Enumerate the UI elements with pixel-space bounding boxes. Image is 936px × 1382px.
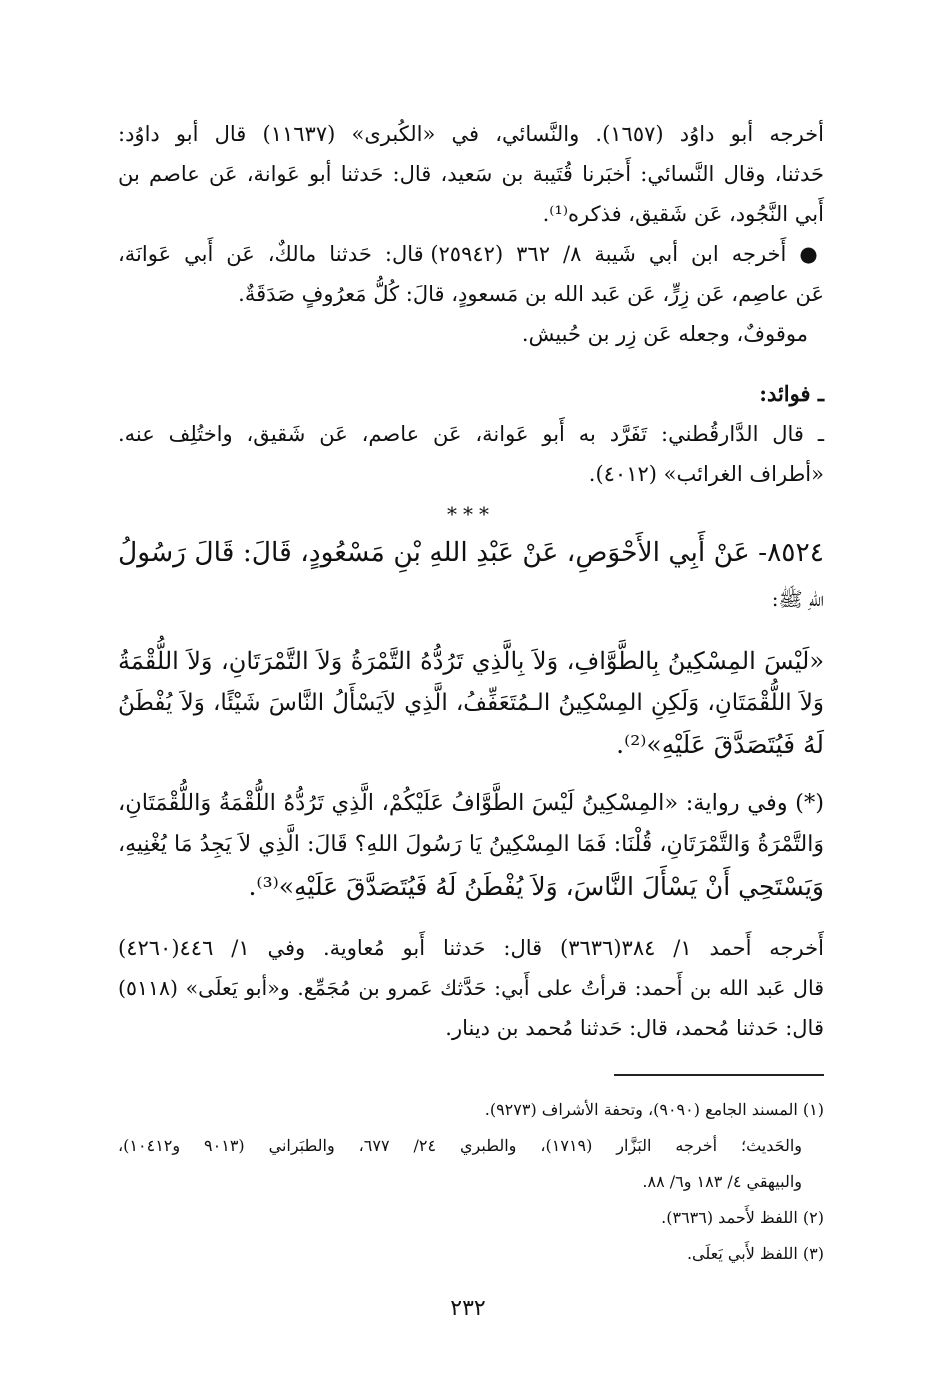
text-line: وَلاَ اللُّقْمَتَانِ، وَلَكِنِ المِسْكِينُ الـمُتَعَفِّفُ، الَّذِي لاَيَسْأَلُ النَّاسَ شَيْئًا، وَلاَ يُفْطَنُ — [118, 690, 824, 716]
footnote-divider — [614, 1074, 824, 1076]
footnote-line: (١) المسند الجامع (٩٠٩٠)، وتحفة الأشراف (٩٢٧٣). — [484, 1100, 824, 1119]
takhrij-paragraph-1 — [118, 114, 824, 354]
footnotes — [118, 1092, 824, 1272]
text-line: (*) وفي رواية: «المِسْكِينُ لَيْسَ الطَّوَّافُ عَلَيْكُمْ، الَّذِي تَرُدُّهُ اللُّقْمَةُ وَاللُّقْمَتَانِ، — [118, 790, 824, 816]
text-line: أخرجه أبو داوُد (١٦٥٧). والنَّسائي، في «الكُبرى» (١١٦٣٧) قال أبو داوُد: — [118, 122, 824, 146]
separator — [118, 494, 824, 534]
text-line: اللهِ ﷺ: — [771, 587, 824, 611]
text-line: أَبي النَّجُود، عَن شَقيق، فذكره⁽¹⁾. — [542, 202, 824, 226]
hadith-heading — [118, 530, 824, 622]
fawaid-heading: ـ فوائد: — [759, 381, 824, 406]
footnote-line: والبيهقي ٤/ ١٨٣ و٦/ ٨٨. — [642, 1172, 802, 1191]
text-line: عَن عاصِم، عَن زِرٍّ، عَن عَبد الله بن مَسعودٍ، قالَ: كُلُّ مَعرُوفٍ صَدَقَةٌ. — [238, 282, 824, 306]
text-line: «أطراف الغرائب» (٤٠١٢). — [588, 462, 824, 486]
text-line: قال عَبد الله بن أَحمد: قرأتُ على أَبي: حَدَّثك عَمرو بن مُجَمِّع. و«أبو يَعلَى» (٥١١٨) — [118, 976, 824, 1000]
fawaid-section — [118, 374, 824, 494]
text-line: أَخرجه أَحمد ١/ ٣٨٤(٣٦٣٦) قال: حَدثنا أَبو مُعاوية. وفي ١/ ٤٤٦(٤٢٦٠) — [118, 936, 824, 960]
text-line: حَدثنا، وقال النَّسائي: أَخبَرنا قُتَيبة بن سَعيد، قال: حَدثنا أبو عَوانة، عَن عاصم بن — [118, 162, 824, 186]
text-line: قال: حَدثنا مُحمد، قال: حَدثنا مُحمد بن دينار. — [445, 1016, 824, 1040]
riwaya-paragraph — [118, 782, 824, 908]
text-line: وَالتَّمْرَةُ وَالتَّمْرَتَانِ، قُلْنَا: فَمَا المِسْكِينُ يَا رَسُولَ اللهِ؟ قَالَ: الَّذِي لاَ يَجِدُ مَا يُغْنِيهِ، — [118, 832, 824, 857]
text-line: موقوفٌ، وجعله عَن زِر بن حُبيش. — [521, 322, 808, 346]
page-number: ٢٣٢ — [450, 1296, 486, 1321]
footnote-line: (٣) اللفظ لأَبي يَعلَى. — [686, 1244, 824, 1263]
footnote-line: والحَديث؛ أخرجه البَزَّار (١٧١٩)، والطبري ٢٤/ ٦٧٧، والطبَراني (٩٠١٣ و١٠٤١٢)، — [118, 1136, 803, 1155]
text-line: ـ قال الدَّارقُطني: تَفَرَّد به أَبو عَوانة، عَن عاصم، عَن شَقيق، واختُلِف عنه. — [118, 422, 824, 446]
hadith-number-line: ٨٥٢٤- عَنْ أَبِي الأَحْوَصِ، عَنْ عَبْدِ اللهِ بْنِ مَسْعُودٍ، قَالَ: قَالَ رَسُولُ — [118, 537, 824, 568]
takhrij-paragraph-2 — [118, 928, 824, 1048]
text-line: لَهُ فَيُتَصَدَّقَ عَلَيْهِ»⁽²⁾. — [616, 730, 824, 759]
text-line: «لَيْسَ المِسْكِينُ بِالطَّوَّافِ، وَلاَ بِالَّذِي تَرُدُّهُ التَّمْرَةُ وَلاَ التَّمْرَتَانِ، وَلاَ اللُّقْمَةُ — [118, 647, 824, 675]
footnote-line: (٢) اللفظ لأَحمد (٣٦٣٦). — [661, 1208, 824, 1227]
separator-stars: *** — [447, 502, 495, 526]
hadith-text — [118, 640, 824, 766]
text-line: ● أَخرجه ابن أبي شَيبة ٨/ ٣٦٢ (٢٥٩٤٢) قال: حَدثنا مالكٌ، عَن أَبي عَوانَة، — [118, 242, 824, 266]
text-line: وَيَسْتَحِي أَنْ يَسْأَلَ النَّاسَ، وَلاَ يُفْطَنُ لَهُ فَيُتَصَدَّقَ عَلَيْهِ»⁽³⁾. — [248, 872, 824, 901]
